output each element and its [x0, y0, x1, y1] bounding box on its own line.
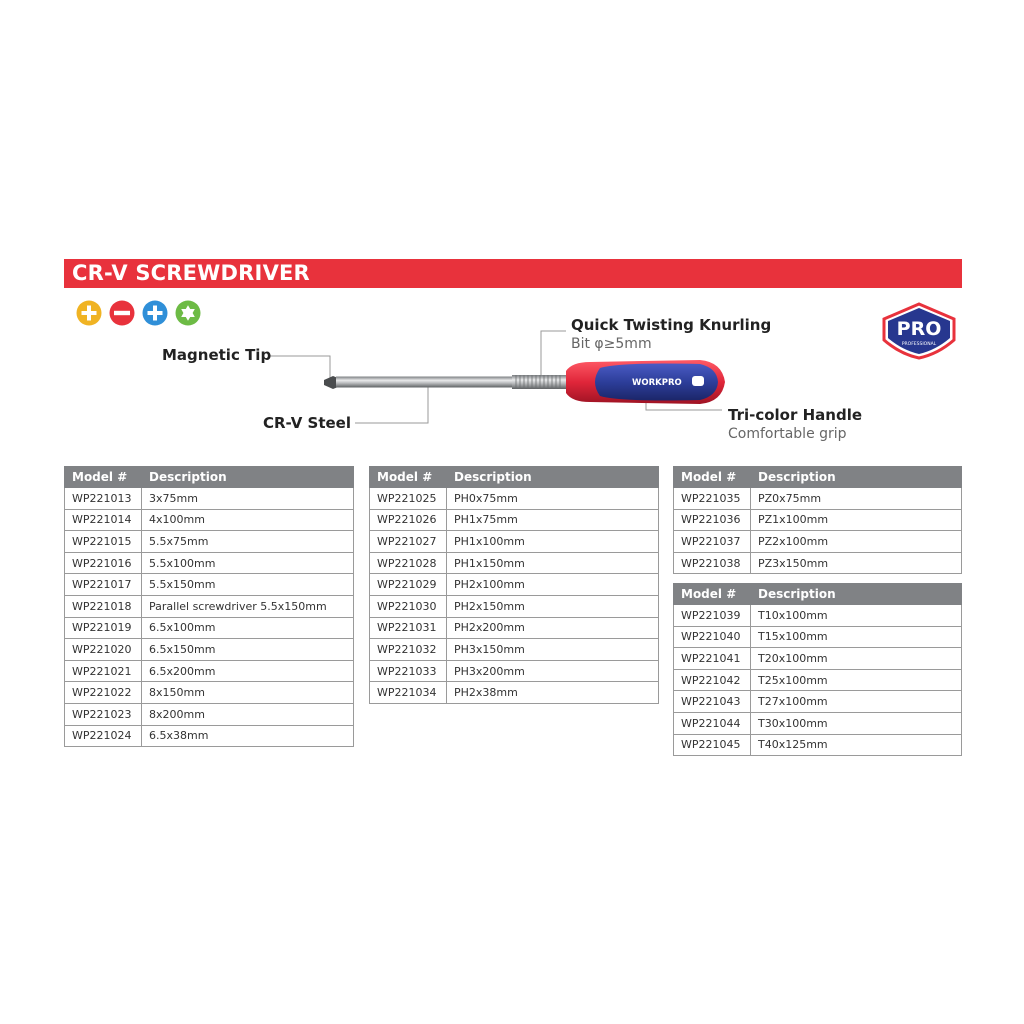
table-row [65, 531, 354, 553]
table-row [65, 595, 354, 617]
table-row [674, 605, 962, 627]
table-row [370, 552, 659, 574]
table-header-row [370, 467, 659, 488]
description-cell: PH0x75mm [447, 488, 659, 510]
description-cell: T30x100mm [751, 712, 962, 734]
description-cell: 5.5x75mm [142, 531, 354, 553]
column-header-description: Description [142, 467, 354, 488]
feature-handle-sub: Comfortable grip [728, 426, 847, 442]
leader-line-crv-steel [355, 383, 428, 423]
description-cell: PZ3x150mm [751, 552, 962, 574]
table-row [674, 531, 962, 553]
model-cell: WP221045 [674, 734, 751, 756]
model-cell: WP221025 [370, 488, 447, 510]
table-row [65, 682, 354, 704]
table-row [370, 660, 659, 682]
description-cell: PH1x100mm [447, 531, 659, 553]
description-cell: 6.5x200mm [142, 660, 354, 682]
model-cell: WP221019 [65, 617, 142, 639]
description-cell: PH2x150mm [447, 595, 659, 617]
model-cell: WP221020 [65, 639, 142, 661]
model-cell: WP221016 [65, 552, 142, 574]
description-cell: 5.5x100mm [142, 552, 354, 574]
description-cell: T40x125mm [751, 734, 962, 756]
table-row [674, 552, 962, 574]
pro-professional-logo [880, 302, 958, 360]
model-cell: WP221044 [674, 712, 751, 734]
description-cell: PH2x200mm [447, 617, 659, 639]
model-cell: WP221021 [65, 660, 142, 682]
screwdriver-illustration [0, 0, 1024, 460]
table-row [674, 648, 962, 670]
model-cell: WP221027 [370, 531, 447, 553]
feature-crv-steel: CR-V Steel [263, 414, 351, 432]
table-row [674, 691, 962, 713]
model-cell: WP221032 [370, 639, 447, 661]
table-row [65, 639, 354, 661]
feature-knurling-sub: Bit φ≥5mm [571, 336, 652, 352]
description-cell: PH3x200mm [447, 660, 659, 682]
description-cell: T10x100mm [751, 605, 962, 627]
table-row [674, 734, 962, 756]
leader-line-magnetic-tip [270, 356, 330, 382]
description-cell: 6.5x38mm [142, 725, 354, 747]
description-cell: 5.5x150mm [142, 574, 354, 596]
table-row [65, 725, 354, 747]
table-row [65, 660, 354, 682]
model-cell: WP221013 [65, 488, 142, 510]
description-cell: T20x100mm [751, 648, 962, 670]
description-cell: 4x100mm [142, 509, 354, 531]
table-row [674, 488, 962, 510]
description-cell: T27x100mm [751, 691, 962, 713]
model-cell: WP221014 [65, 509, 142, 531]
handle-brand-text: WORKPRO [632, 378, 682, 388]
table-row [65, 509, 354, 531]
badge-main-text: PRO [896, 318, 942, 340]
spec-table-phillips [369, 466, 659, 704]
model-cell: WP221023 [65, 703, 142, 725]
table-row [65, 617, 354, 639]
column-header-model: Model # [674, 467, 751, 488]
model-cell: WP221041 [674, 648, 751, 670]
model-cell: WP221017 [65, 574, 142, 596]
model-cell: WP221034 [370, 682, 447, 704]
table-row [370, 574, 659, 596]
model-cell: WP221037 [674, 531, 751, 553]
magnetic-tip [324, 376, 338, 389]
table-row [65, 552, 354, 574]
table-row [370, 509, 659, 531]
table-header-row [65, 467, 354, 488]
knurling-section [512, 375, 570, 389]
feature-tri-color-handle: Tri-color Handle [728, 406, 863, 424]
description-cell: PH2x100mm [447, 574, 659, 596]
description-cell: PH3x150mm [447, 639, 659, 661]
description-cell: PZ2x100mm [751, 531, 962, 553]
model-cell: WP221028 [370, 552, 447, 574]
table-row [370, 682, 659, 704]
description-cell: 3x75mm [142, 488, 354, 510]
model-cell: WP221015 [65, 531, 142, 553]
model-cell: WP221026 [370, 509, 447, 531]
table-row [65, 488, 354, 510]
table-row [674, 669, 962, 691]
model-cell: WP221029 [370, 574, 447, 596]
table-row [370, 531, 659, 553]
model-cell: WP221040 [674, 626, 751, 648]
feature-magnetic-tip: Magnetic Tip [162, 346, 272, 364]
feature-knurling: Quick Twisting Knurling [571, 316, 772, 334]
description-cell: PZ1x100mm [751, 509, 962, 531]
model-cell: WP221042 [674, 669, 751, 691]
leader-line-knurling [541, 331, 566, 375]
column-header-model: Model # [674, 584, 751, 605]
description-cell: Parallel screwdriver 5.5x150mm [142, 595, 354, 617]
table-row [370, 488, 659, 510]
handle-white-grip [692, 376, 704, 386]
model-cell: WP221024 [65, 725, 142, 747]
badge-sub-text: PROFESSIONAL [901, 342, 937, 347]
model-cell: WP221030 [370, 595, 447, 617]
table-header-row [674, 467, 962, 488]
spec-table-pozidriv [673, 466, 962, 574]
table-row [65, 574, 354, 596]
column-header-description: Description [447, 467, 659, 488]
model-cell: WP221033 [370, 660, 447, 682]
model-cell: WP221022 [65, 682, 142, 704]
column-header-model: Model # [370, 467, 447, 488]
model-cell: WP221018 [65, 595, 142, 617]
table-row [674, 626, 962, 648]
table-row [370, 595, 659, 617]
model-cell: WP221035 [674, 488, 751, 510]
model-cell: WP221036 [674, 509, 751, 531]
model-cell: WP221031 [370, 617, 447, 639]
description-cell: PH1x150mm [447, 552, 659, 574]
table-row [65, 703, 354, 725]
description-cell: PH1x75mm [447, 509, 659, 531]
model-cell: WP221038 [674, 552, 751, 574]
table-row [674, 509, 962, 531]
description-cell: T25x100mm [751, 669, 962, 691]
description-cell: 6.5x150mm [142, 639, 354, 661]
table-header-row [674, 584, 962, 605]
description-cell: 6.5x100mm [142, 617, 354, 639]
model-cell: WP221039 [674, 605, 751, 627]
description-cell: 8x150mm [142, 682, 354, 704]
spec-table-torx [673, 583, 962, 756]
crv-steel-shaft [336, 377, 514, 388]
description-cell: T15x100mm [751, 626, 962, 648]
column-header-model: Model # [65, 467, 142, 488]
table-row [370, 639, 659, 661]
description-cell: PH2x38mm [447, 682, 659, 704]
description-cell: PZ0x75mm [751, 488, 962, 510]
description-cell: 8x200mm [142, 703, 354, 725]
model-cell: WP221043 [674, 691, 751, 713]
column-header-description: Description [751, 467, 962, 488]
spec-table-slotted [64, 466, 354, 747]
table-row [370, 617, 659, 639]
page-title: CR-V SCREWDRIVER [64, 259, 962, 288]
column-header-description: Description [751, 584, 962, 605]
table-row [674, 712, 962, 734]
